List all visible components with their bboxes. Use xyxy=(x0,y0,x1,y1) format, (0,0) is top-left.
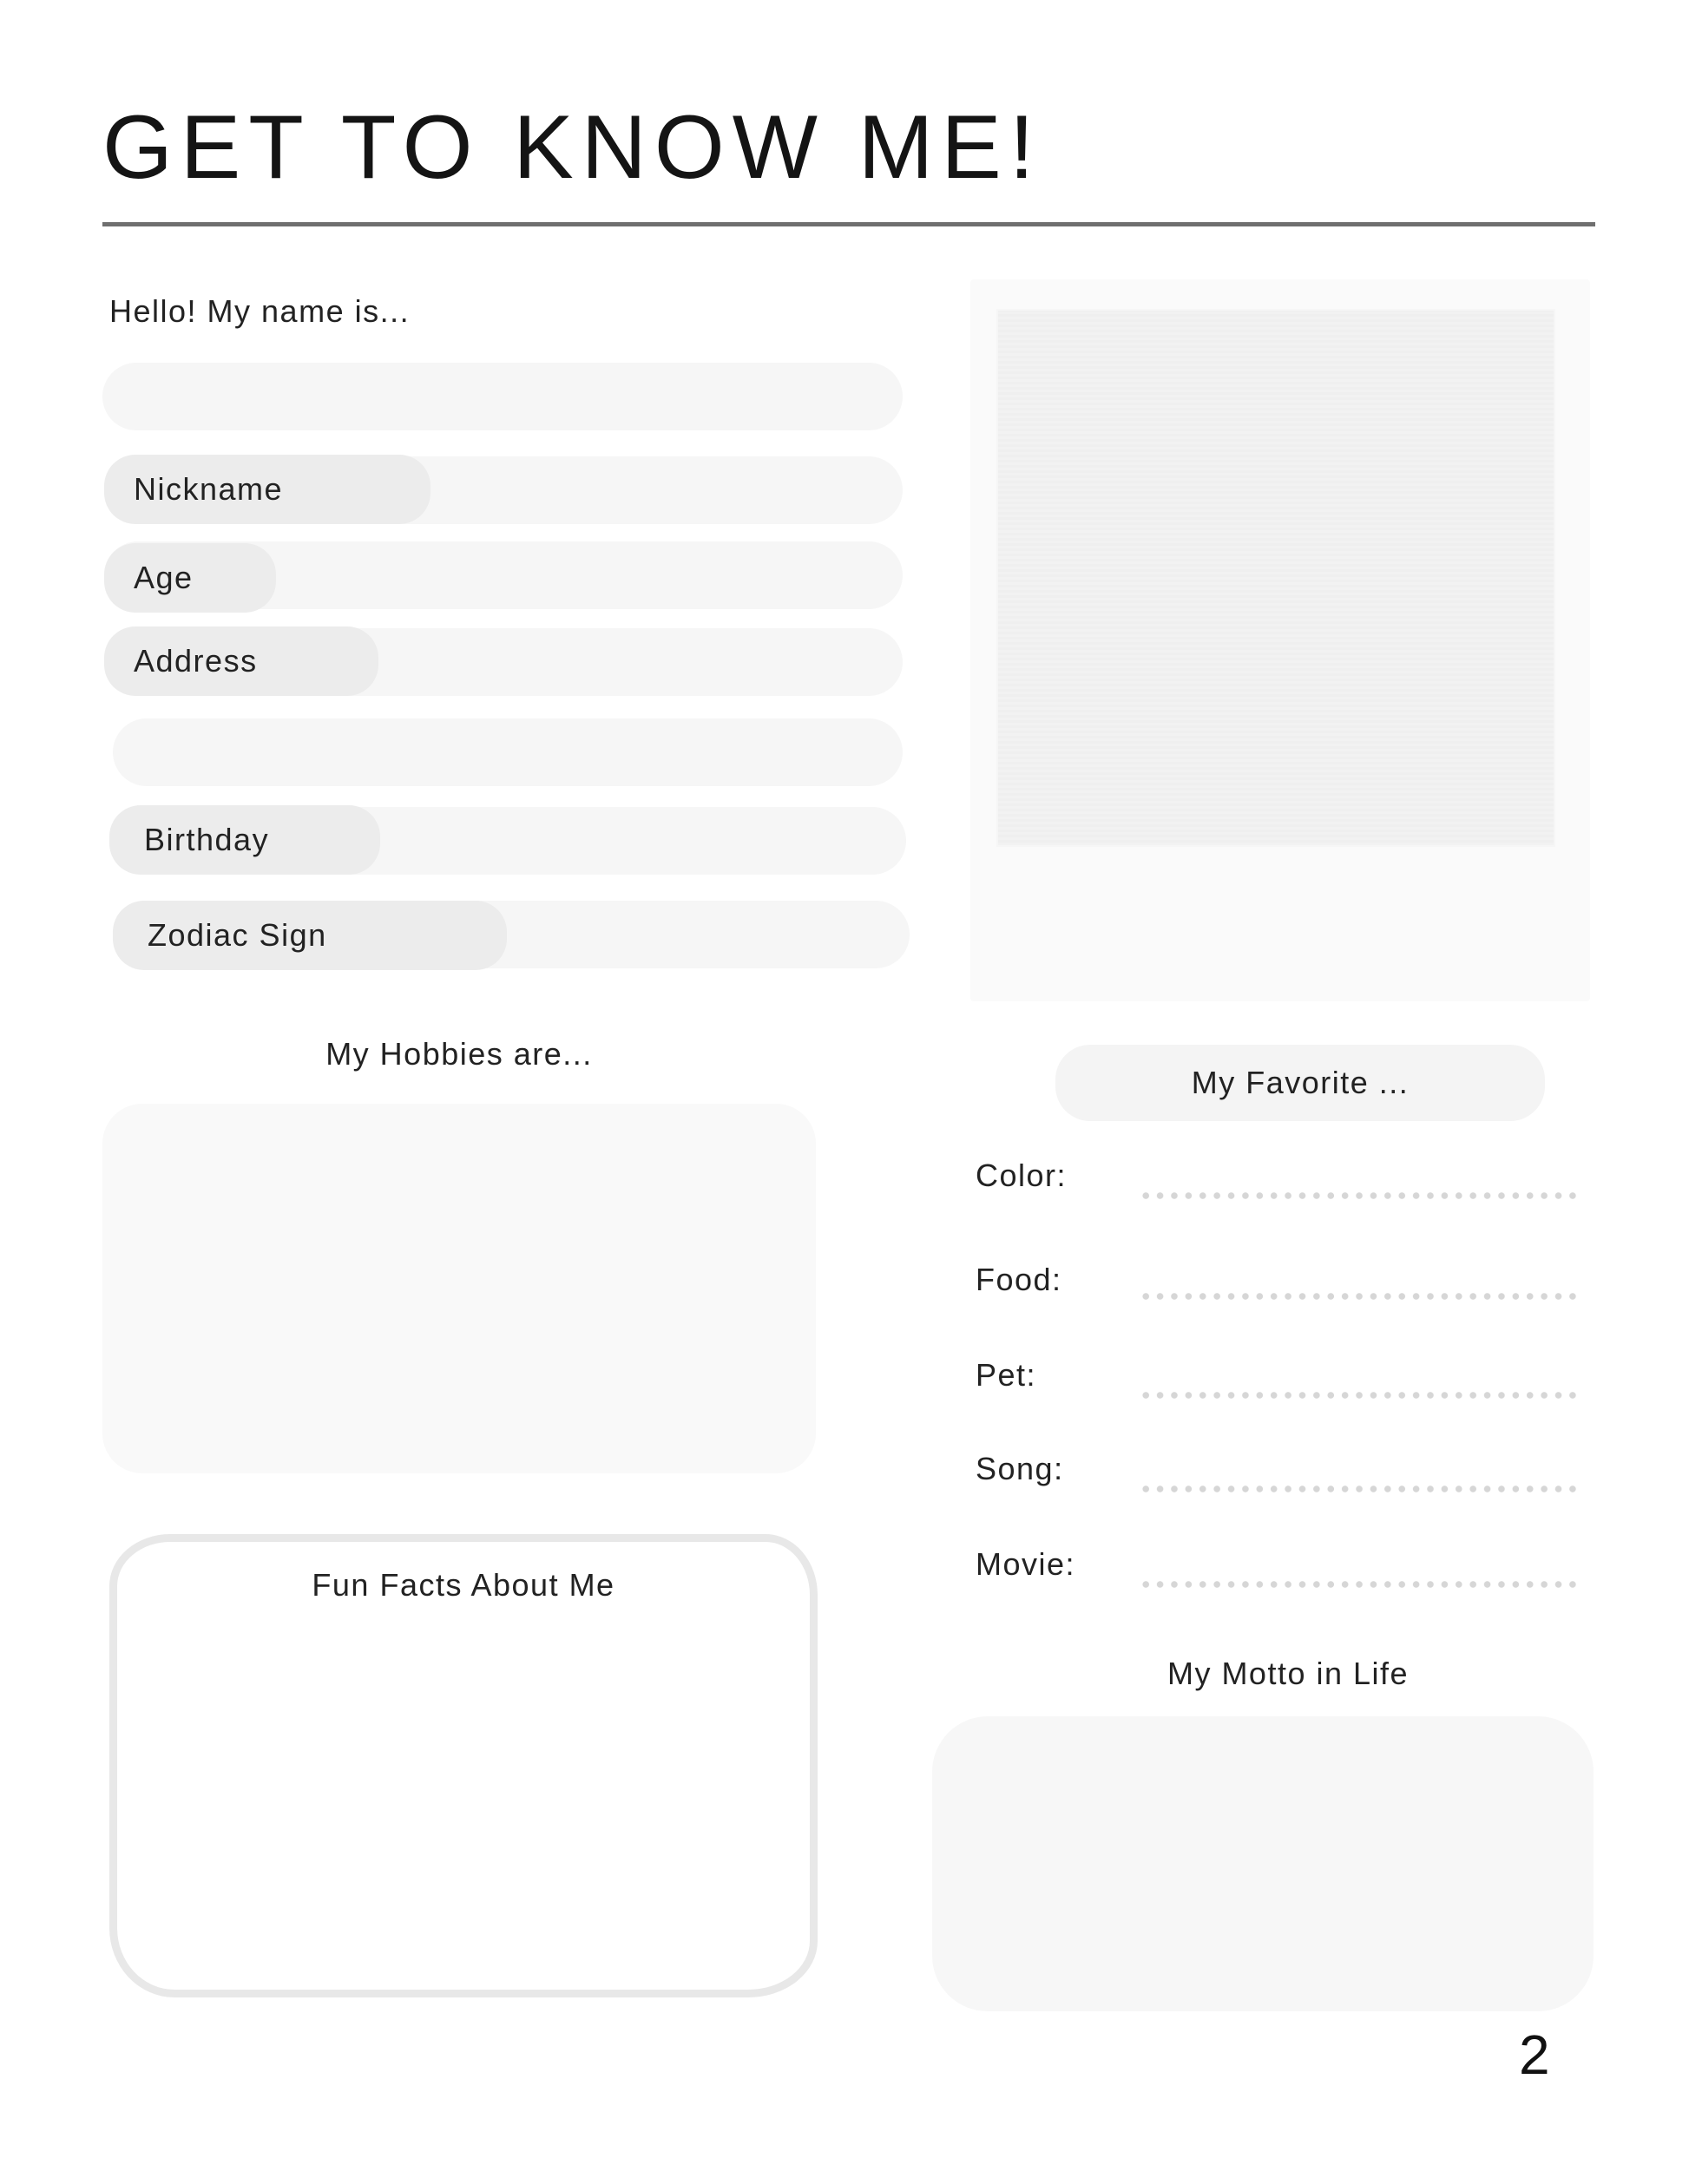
name-field[interactable] xyxy=(102,363,903,430)
favorite-song-line[interactable] xyxy=(1139,1486,1581,1492)
address-label: Address xyxy=(104,626,378,696)
favorite-color-line[interactable] xyxy=(1139,1192,1581,1199)
motto-label: My Motto in Life xyxy=(1167,1656,1410,1691)
title-divider xyxy=(102,222,1595,226)
hobbies-box[interactable] xyxy=(102,1104,816,1473)
favorite-color-label: Color: xyxy=(976,1158,1068,1193)
birthday-label: Birthday xyxy=(109,805,380,875)
fun-facts-box[interactable] xyxy=(109,1534,818,1997)
nickname-label: Nickname xyxy=(104,455,430,524)
favorite-movie-label: Movie: xyxy=(976,1546,1076,1582)
hobbies-label: My Hobbies are... xyxy=(325,1036,593,1072)
favorite-pet-label: Pet: xyxy=(976,1357,1037,1393)
favorite-pet-line[interactable] xyxy=(1139,1392,1581,1399)
address-field-line-2[interactable] xyxy=(113,718,903,786)
page-title: GET TO KNOW ME! xyxy=(102,97,1042,198)
name-label: Hello! My name is... xyxy=(109,293,411,329)
fun-facts-label: Fun Facts About Me xyxy=(312,1567,615,1603)
favorite-food-line[interactable] xyxy=(1139,1293,1581,1300)
favorite-song-label: Song: xyxy=(976,1451,1064,1486)
motto-box[interactable] xyxy=(932,1716,1594,2011)
favorite-movie-line[interactable] xyxy=(1139,1581,1581,1588)
age-label: Age xyxy=(104,543,276,613)
favorites-header: My Favorite ... xyxy=(1055,1045,1545,1121)
zodiac-label: Zodiac Sign xyxy=(113,901,507,970)
page-number: 2 xyxy=(1519,2023,1550,2086)
favorite-food-label: Food: xyxy=(976,1262,1062,1297)
photo-area[interactable] xyxy=(996,309,1555,847)
